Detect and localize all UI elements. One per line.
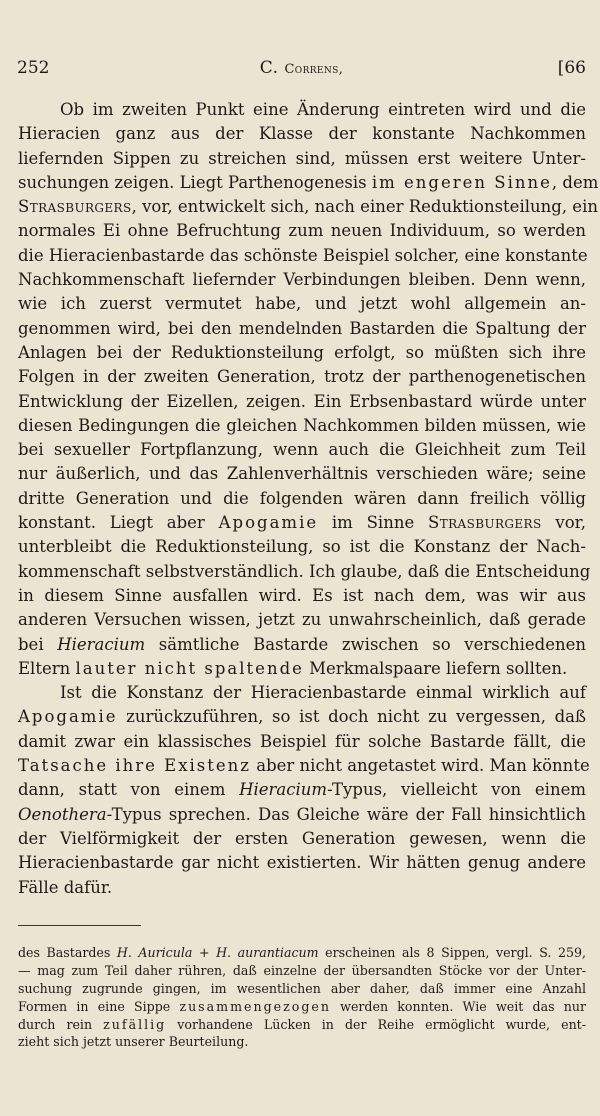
text-line: Strasburgers, vor, entwickelt sich, nach einer Reduktionsteilung, ein — [18, 197, 598, 217]
author-name: Correns, — [284, 62, 344, 77]
text-line: Folgen in der zweiten Generation, trotz der parthenogenetischen — [18, 367, 586, 387]
text-line: dann, statt von einem Hieracium-Typus, vielleicht von einem — [18, 780, 586, 800]
text-line: Eltern lauter nicht spaltende Merkmalspaare liefern sollten. — [18, 658, 568, 678]
footnote-line: zieht sich jetzt unserer Beurteilung. — [18, 1034, 249, 1050]
text-line: bei Hieracium sämtliche Bastarde zwischen so verschiedenen — [18, 634, 586, 654]
body-text — [18, 98, 599, 900]
text-line: die Hieracienbastarde das schönste Beispiel solcher, eine konstante — [18, 245, 588, 265]
footnote-line: durch rein zufällig vorhandene Lücken in der Reihe ermöglicht wurde, ent- — [18, 1016, 587, 1032]
footnote-rule — [18, 925, 141, 926]
text-line: Anlagen bei der Reduktionsteilung erfolgt, so müßten sich ihre — [18, 342, 586, 362]
text-line: Fälle dafür. — [18, 877, 113, 897]
footnote-line: Formen in eine Sippe zusammengezogen werden konnten. Wie weit das nur — [18, 998, 586, 1014]
text-line: anderen Versuchen wissen, jetzt zu unwahrscheinlich, daß gerade — [18, 610, 586, 630]
author-initial: C. — [259, 58, 285, 78]
text-line: kommenschaft selbstverständlich. Ich glaube, daß die Entscheidung — [18, 561, 591, 581]
text-line: unterbleibt die Reduktionsteilung, so ist die Konstanz der Nach- — [18, 537, 586, 557]
text-line: suchungen zeigen. Liegt Parthenogenesis im engeren Sinne, dem — [18, 172, 599, 192]
text-line: Hieracienbastarde gar nicht existierten. Wir hätten genug andere — [18, 853, 586, 873]
text-line: normales Ei ohne Befruchtung zum neuen Individuum, so werden — [18, 221, 586, 241]
text-line: diesen Bedingungen die gleichen Nachkommen bilden müssen, wie — [18, 415, 586, 435]
text-line: damit zwar ein klassisches Beispiel für solche Bastarde fällt, die — [18, 731, 586, 751]
footnote — [18, 944, 586, 1051]
text-line: genommen wird, bei den mendelnden Bastarden die Spaltung der — [18, 318, 586, 338]
text-line: wie ich zuerst vermutet habe, und jetzt wohl allgemein an- — [18, 294, 586, 314]
text-line: Tatsache ihre Existenz aber nicht angetastet wird. Man könnte — [18, 756, 590, 776]
text-line: Nachkommenschaft liefernder Verbindungen bleiben. Denn wenn, — [18, 270, 586, 290]
text-line: Entwicklung der Eizellen, zeigen. Ein Erbsenbastard würde unter — [18, 391, 586, 411]
text-line: Apogamie zurückzuführen, so ist doch nicht zu vergessen, daß — [18, 707, 586, 727]
text-line: nur äußerlich, und das Zahlenverhältnis verschieden wäre; seine — [18, 464, 586, 484]
text-line: der Vielförmigkeit der ersten Generation gewesen, wenn die — [18, 828, 586, 848]
text-line: konstant. Liegt aber Apogamie im Sinne Strasburgers vor, — [18, 513, 586, 533]
footnote-line: des Bastardes H. Auricula + H. aurantiacum erscheinen als 8 Sippen, vergl. S. 259, — [18, 945, 586, 960]
text-line: Hieracien ganz aus der Klasse der konstante Nachkommen — [18, 124, 586, 144]
page-number: 252 — [17, 58, 50, 78]
text-line: dritte Generation und die folgenden wären dann freilich völlig — [18, 488, 586, 508]
text-line: bei sexueller Fortpflanzung, wenn auch die Gleichheit zum Teil — [18, 440, 586, 460]
text-line: Oenothera-Typus sprechen. Das Gleiche wäre der Fall hinsichtlich — [18, 804, 586, 824]
footnote-line: — mag zum Teil daher rühren, daß einzelne der übersandten Stöcke vor der Unter- — [18, 962, 586, 978]
text-line: in diesem Sinne ausfallen wird. Es ist nach dem, was wir aus — [18, 585, 586, 605]
running-head — [17, 58, 586, 82]
text-line: Ob im zweiten Punkt eine Änderung eintreten wird und die — [60, 100, 586, 119]
footnote-line: suchung zugrunde gingen, im wesentlichen aber daher, daß immer eine Anzahl — [18, 980, 586, 996]
page-reference: [66 — [557, 58, 586, 78]
text-line: Ist die Konstanz der Hieracienbastarde einmal wirklich auf — [60, 683, 586, 703]
text-line: liefernden Sippen zu streichen sind, müssen erst weitere Unter- — [18, 148, 586, 168]
running-title — [17, 58, 586, 78]
